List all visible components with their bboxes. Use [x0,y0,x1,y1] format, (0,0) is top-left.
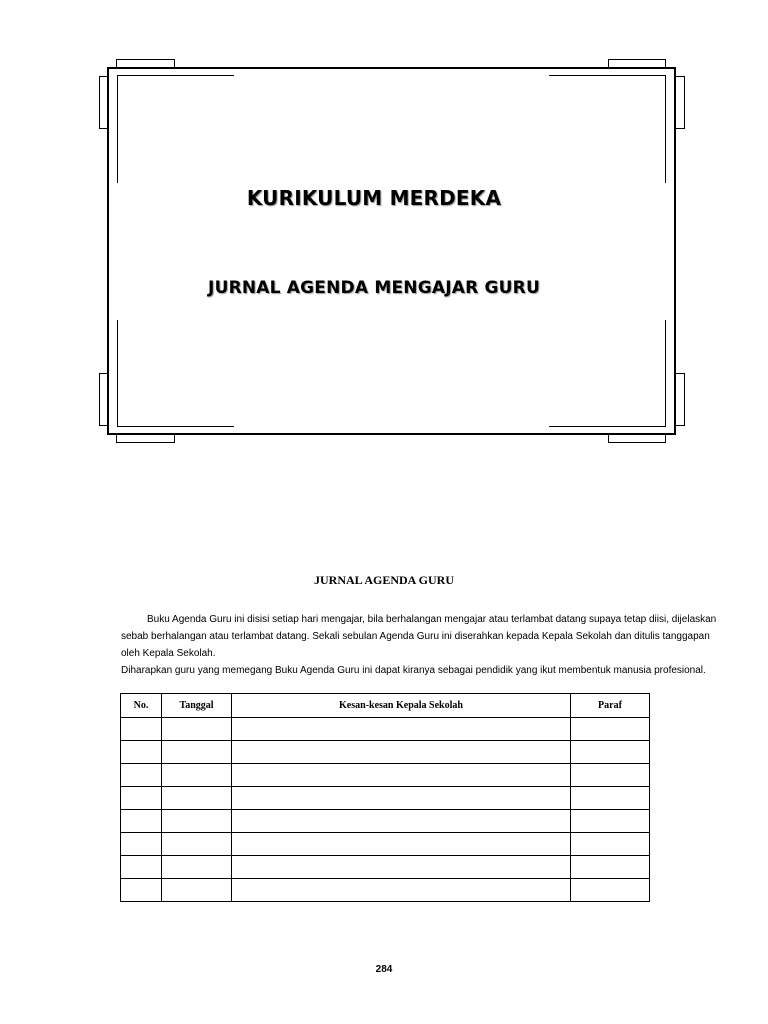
header-tanggal: Tanggal [162,694,232,718]
header-no: No. [121,694,162,718]
cell-paraf [571,833,650,856]
table-row [121,879,650,902]
table-row [121,764,650,787]
cover-title: KURIKULUM MERDEKA [246,186,502,210]
table-header-row [121,694,650,718]
cell-paraf [571,879,650,902]
cell-tanggal [162,787,232,810]
cell-tanggal [162,856,232,879]
cell-kesan [232,833,571,856]
cell-tanggal [162,810,232,833]
cell-kesan [232,856,571,879]
cell-tanggal [162,879,232,902]
table-row [121,741,650,764]
table-row [121,833,650,856]
closing-paragraph: Diharapkan guru yang memegang Buku Agenda Guru ini dapat kiranya sebagai pendidik yang ikut membentuk manusia profesional. [121,665,706,676]
cell-tanggal [162,833,232,856]
cell-paraf [571,764,650,787]
cell-tanggal [162,764,232,787]
cell-paraf [571,856,650,879]
cell-kesan [232,764,571,787]
table-row [121,718,650,741]
agenda-table [120,693,650,902]
cell-no [121,764,162,787]
section-heading: JURNAL AGENDA GURU [313,573,454,587]
cell-kesan [232,879,571,902]
page-number: 284 [375,964,393,975]
intro-paragraph: Buku Agenda Guru ini disisi setiap hari mengajar, bila berhalangan mengajar atau terlambat datang supaya tetap diisi, dijelaskan sebab berhalangan atau terlambat datang. Sekali sebulan Agenda Guru ini diserahkan kepada Kepala Sekolah dan ditulis tanggapan oleh Kepala Sekolah. [121,614,717,659]
table-body [121,718,650,902]
table-row [121,810,650,833]
cell-tanggal [162,741,232,764]
cell-no [121,810,162,833]
cell-tanggal [162,718,232,741]
cell-kesan [232,718,571,741]
header-paraf: Paraf [571,694,650,718]
cell-kesan [232,787,571,810]
cell-paraf [571,787,650,810]
cell-no [121,856,162,879]
cell-kesan [232,810,571,833]
cell-no [121,787,162,810]
cell-no [121,833,162,856]
cell-no [121,879,162,902]
cell-kesan [232,741,571,764]
header-kesan: Kesan-kesan Kepala Sekolah [232,694,571,718]
cell-paraf [571,741,650,764]
cover-subtitle: JURNAL AGENDA MENGAJAR GURU [208,278,540,298]
cell-paraf [571,810,650,833]
cell-no [121,718,162,741]
cell-paraf [571,718,650,741]
table-row [121,787,650,810]
cell-no [121,741,162,764]
table-row [121,856,650,879]
